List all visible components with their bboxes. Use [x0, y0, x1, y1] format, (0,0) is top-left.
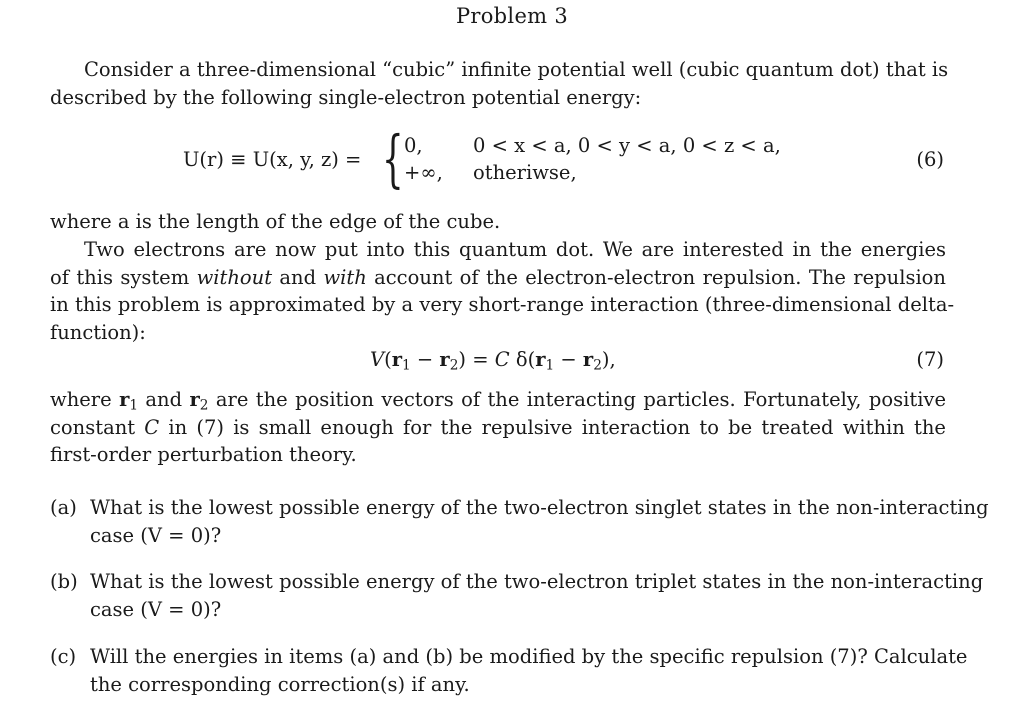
vectors-line-3: first-order perturbation theory. [50, 443, 357, 466]
emphasis-with: with [323, 265, 367, 289]
text-fragment: constant [50, 415, 145, 439]
interaction-line-4: function): [50, 320, 146, 344]
eq6-case2-condition: otheriwse, [473, 161, 577, 184]
vectors-line-2: constant C in (7) is small enough for the repulsive interaction to be treated within the [50, 415, 946, 439]
problem-title: Problem 3 [455, 4, 569, 28]
text-fragment: where [50, 388, 120, 411]
vectors-paragraph [50, 386, 946, 469]
question-c-line-2: the corresponding correction(s) if any. [90, 672, 470, 696]
eq7-number: (7) [916, 348, 944, 371]
eq6-lhs: U(r) ≡ U(x, y, z) = [183, 148, 362, 171]
question-b-line-1: What is the lowest possible energy of the two-electron triplet states in the non-interacting [90, 570, 984, 593]
text-fragment: are the position vectors of the interacting particles. Fortunately, positive [208, 388, 946, 411]
question-c-line-1: Will the energies in items (a) and (b) be modified by the specific repulsion (7)? Calculate [90, 645, 968, 668]
eq6-number: (6) [916, 148, 944, 171]
question-a-line-1: What is the lowest possible energy of the two-electron singlet states in the non-interacting [90, 496, 989, 519]
text-fragment: account of the electron-electron repulsion. The repulsion [366, 265, 946, 289]
interaction-paragraph [50, 236, 955, 346]
question-a-line-2: case (V = 0)? [90, 523, 222, 547]
intro-paragraph [50, 56, 949, 111]
interaction-line-1: Two electrons are now put into this quantum dot. We are interested in the energies [84, 238, 946, 261]
eq6-case2-value: +∞, [404, 161, 443, 184]
eq6-case1-value: 0, [404, 134, 423, 157]
text-fragment: of this system [50, 265, 197, 289]
text-fragment: in (7) is small enough for the repulsive interaction to be treated within the [159, 415, 946, 439]
equation-6 [0, 122, 1024, 195]
question-label: (a) [50, 496, 77, 519]
equation-7 [0, 348, 1024, 376]
question-label: (b) [50, 570, 78, 593]
intro-line-1: Consider a three-dimensional “cubic” infinite potential well (cubic quantum dot) that is [84, 58, 949, 81]
question-label: (c) [50, 645, 77, 668]
intro-line-2: described by the following single-electron potential energy: [50, 85, 642, 109]
question-b-line-2: case (V = 0)? [90, 597, 222, 621]
interaction-line-2 [50, 264, 946, 292]
vectors-line-1: where $r_1$ and $r_2$ are the position vectors of the interacting particles. Fortunately, positive [50, 388, 946, 414]
left-brace-icon: { [382, 122, 404, 195]
interaction-line-3: in this problem is approximated by a very short-range interaction (three-dimensional delta- [50, 293, 955, 316]
eq6-case1-condition: 0 < x < a, 0 < y < a, 0 < z < a, [473, 134, 781, 157]
emphasis-without: without [196, 265, 273, 289]
where-a-paragraph [50, 208, 946, 236]
text-fragment: and [272, 265, 324, 289]
text-fragment: and [138, 388, 190, 411]
eq7-expression: $V(r_1 - r_2) = C$ $\delta(r_1 - r_2)$, [370, 348, 616, 374]
where-a-line: where a is the length of the edge of the cube. [50, 210, 501, 233]
